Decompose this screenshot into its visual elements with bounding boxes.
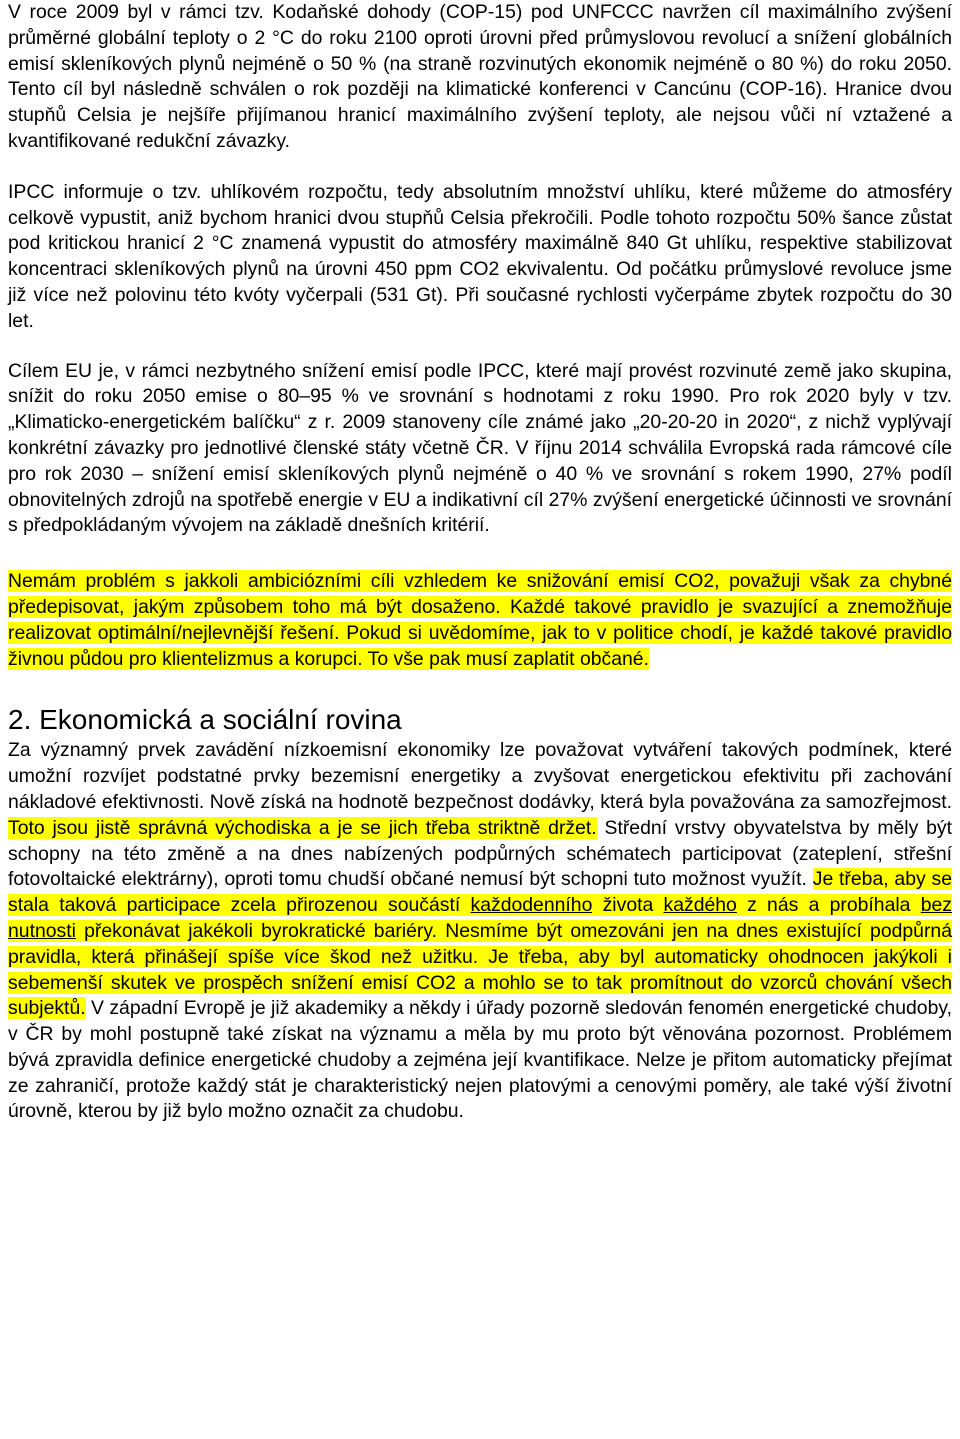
underlined-highlighted-text: každého bbox=[663, 894, 737, 917]
paragraph-spacer bbox=[8, 155, 952, 180]
underlined-highlighted-text: bez nutnosti bbox=[8, 894, 952, 942]
body-text: Střední vrstvy obyvatelstva by měly být schopny na této změně a na dnes nabízených podpůrných schématech participovat (zateplení, střešní fotovoltaické elektrárny), oproti tomu chudší občané nemusí být schopni tuto možnost využít. bbox=[8, 816, 952, 891]
paragraph-spacer bbox=[8, 672, 952, 702]
paragraph-spacer bbox=[8, 335, 952, 359]
highlighted-text: Toto jsou jistě správná východiska a je se jich třeba striktně držet. bbox=[8, 816, 597, 839]
section-heading: 2. Ekonomická a sociální rovina bbox=[8, 704, 402, 736]
highlighted-text: překonávat jakékoli byrokratické bariéry. Nesmíme být omezováni jen na dnes existující podpůrná pravidla, která přinášejí spíše více škod než užitku. Je třeba, aby byl automaticky ohodnocen jakýkoli i sebemenší skutek ve prospěch snížení emisí CO2 a mohlo se to tak promítnout do vzorců chování všech subjektů. bbox=[8, 919, 952, 1020]
highlighted-text: z nás a probíhala bbox=[736, 894, 921, 917]
body-text: Za významný prvek zavádění nízkoemisní ekonomiky lze považovat vytváření takových podmínek, které umožní rozvíjet podstatné prvky bezemisní energetiky a zvyšovat energetickou efektivitu při zachování nákladové efektivnosti. Nově získá na hodnotě bezpečnost dodávky, která byla považována za samozřejmost. bbox=[8, 739, 952, 813]
paragraph-spacer bbox=[8, 539, 952, 569]
highlighted-text: Nemám problém s jakkoli ambiciózními cíli vzhledem ke snižování emisí CO2, považuji však za chybné předepisovat, jakým způsobem toho má být dosaženo. Každé takové pravidlo je svazující a znemožňuje realizovat optimální/nejlevnější řešení. Pokud si uvědomíme, jak to v politice chodí, je každé takové pravidlo živnou půdou pro klientelizmus a korupci. To vše pak musí zaplatit občané. bbox=[8, 570, 952, 670]
paragraph-author-opinion bbox=[8, 569, 952, 672]
underlined-highlighted-text: každodenního bbox=[470, 894, 593, 917]
paragraph-carbon-budget: IPCC informuje o tzv. uhlíkovém rozpočtu, tedy absolutním množství uhlíku, které můžeme do atmosféry celkově vypustit, aniž bychom hranici dvou stupňů Celsia překročili. Podle tohoto rozpočtu 50% šance zůstat pod kritickou hranicí 2 °C znamená vypustit do atmosféry maximálně 840 Gt uhlíku, respektive stabilizovat koncentraci skleníkových plynů na úrovni 450 ppm CO2 ekvivalentu. Od počátku průmyslové revoluce jsme již více než polovinu této kvóty vyčerpali (531 Gt). Při současné rychlosti vyčerpáme zbytek rozpočtu do 30 let. bbox=[8, 180, 952, 332]
highlighted-text: života bbox=[592, 894, 664, 917]
highlighted-text: Je třeba, aby se stala taková participace zcela přirozenou součástí bbox=[8, 868, 952, 917]
paragraph-economic-social bbox=[8, 738, 952, 1125]
paragraph-eu-targets: Cílem EU je, v rámci nezbytného snížení emisí podle IPCC, které mají provést rozvinuté země jako skupina, snížit do roku 2050 emise o 80–95 % ve srovnání s hodnotami z roku 1990. Pro rok 2020 byly v tzv. „Klimaticko-energetickém balíčku“ z r. 2009 stanoveny cíle známé jako „20-20-20 in 2020“, z nichž vyplývají konkrétní závazky pro jednotlivé členské státy včetně ČR. V říjnu 2014 schválila Evropská rada rámcové cíle pro rok 2030 – snížení emisí skleníkových plynů nejméně o 40 % ve srovnání s rokem 1990, 27% podíl obnovitelných zdrojů na spotřebě energie v EU a indikativní cíl 27% zvýšení energetické účinnosti ve srovnání s předpokládaným vývojem na základě dnešních kritérií. bbox=[8, 359, 952, 537]
body-text: V západní Evropě je již akademiky a někdy i úřady pozorně sledován fenomén energetické chudoby, v ČR by mohl postupně také získat na významu a měla by mu proto být věnována pozornost. Problémem bývá zpravidla definice energetické chudoby a zejména její kvantifikace. Nelze je přitom automaticky přejímat ze zahraničí, protože každý stát je charakteristický nejen platovými a cenovými poměry, ale také výší životní úrovně, kterou by již bylo možno označit za chudobu. bbox=[8, 997, 952, 1123]
paragraph-copenhagen-accord: V roce 2009 byl v rámci tzv. Kodaňské dohody (COP-15) pod UNFCCC navržen cíl maximálního zvýšení průměrné globální teploty o 2 °C do roku 2100 oproti úrovni před průmyslovou revolucí a snížení globálních emisí skleníkových plynů nejméně o 50 % (na straně rozvinutých ekonomik nejméně o 80 %) do roku 2050. Tento cíl byl následně schválen o rok později na klimatické konferenci v Cancúnu (COP-16). Hranice dvou stupňů Celsia je nejšíře přijímanou hranicí maximálního zvýšení teploty, ale nejsou vůči ní vztažené a kvantifikované redukční závazky. bbox=[8, 1, 952, 152]
